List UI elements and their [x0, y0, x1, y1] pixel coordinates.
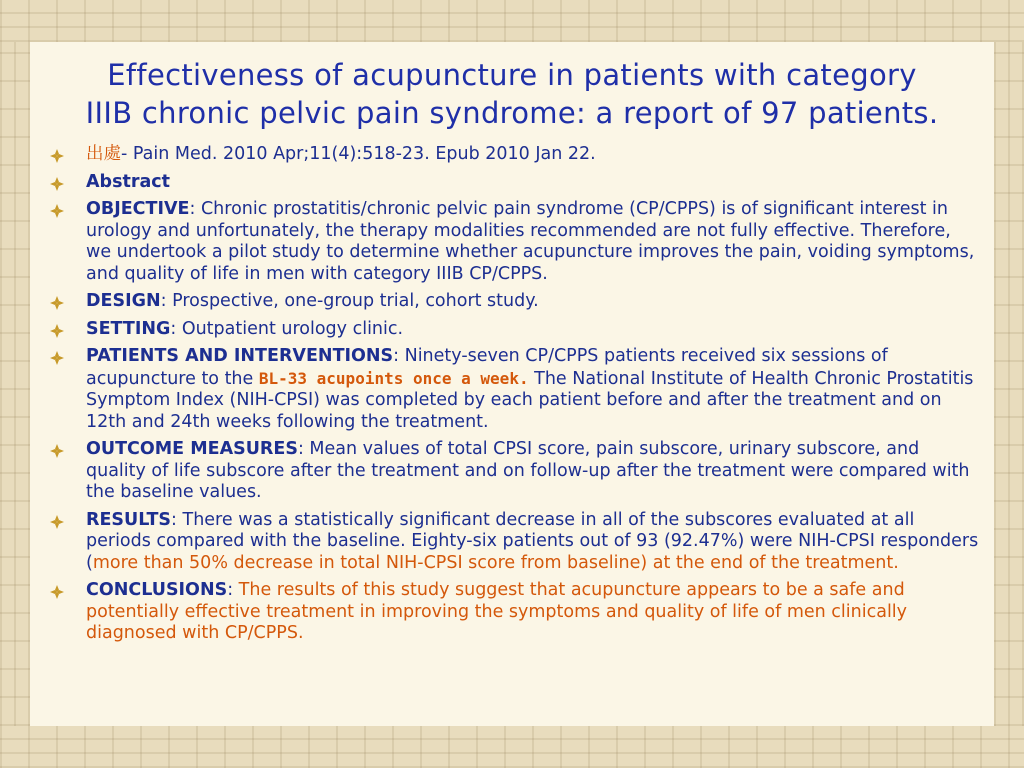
- bullet-objective: [50, 199, 980, 285]
- conclusions-colon: :: [227, 580, 239, 600]
- conclusions-highlight: The results of this study suggest that acupuncture appears to be a safe and potentially effective treatment in improving the symptoms and quality of life of men clinically diagnosed with CP/CPPS.: [86, 580, 908, 643]
- decorative-border-left: [0, 42, 30, 726]
- objective-label: OBJECTIVE: [86, 199, 190, 219]
- source-citation: - Pain Med. 2010 Apr;11(4):518-23. Epub 2010 Jan 22.: [121, 144, 596, 164]
- diamond-bullet-icon: [50, 177, 64, 191]
- bullet-setting: [50, 319, 980, 341]
- conclusions-label: CONCLUSIONS: [86, 580, 228, 600]
- design-text: : Prospective, one-group trial, cohort study.: [160, 291, 539, 311]
- diamond-bullet-icon: [50, 585, 64, 599]
- diamond-bullet-icon: [50, 515, 64, 529]
- title-line-1: Effectiveness of acupuncture in patients with category: [107, 58, 917, 92]
- objective-text: : Chronic prostatitis/chronic pelvic pain syndrome (CP/CPPS) is of significant interest in urology and unfortunately, the therapy modalities recommended are not fully effective. Therefore, we undertook a pilot study to determine whether acupuncture improves the pain, voiding symptoms, and quality of life in men with category IIIB CP/CPPS.: [86, 199, 975, 284]
- bullet-results: [50, 510, 980, 575]
- results-text: : There was a statistically significant decrease in all of the subscores evaluated at all periods compared with the baseline. Eighty-six patients out of 93 (92.47%) were NIH-CPSI responders (: [86, 509, 979, 573]
- slide-title: [30, 56, 994, 132]
- abstract-heading: Abstract: [86, 171, 171, 192]
- bullet-list: [50, 144, 980, 651]
- diamond-bullet-icon: [50, 296, 64, 310]
- acupoints-highlight: BL-33 acupoints once a week.: [258, 368, 529, 388]
- bullet-outcome-measures: [50, 439, 980, 504]
- setting-text: : Outpatient urology clinic.: [170, 318, 404, 339]
- results-label: RESULTS: [86, 509, 172, 530]
- patients-interventions-label: PATIENTS AND INTERVENTIONS: [86, 346, 394, 366]
- outcome-measures-label: OUTCOME MEASURES: [86, 439, 298, 459]
- bullet-conclusions: [50, 580, 980, 645]
- diamond-bullet-icon: [50, 149, 64, 163]
- results-highlight: more than 50% decrease in total NIH-CPSI score from baseline) at the end of the treatment.: [92, 552, 899, 573]
- patients-interventions-text-b: The National Institute of Health Chronic Prostatitis Symptom Index (NIH-CPSI) was completed by each patient before and after the treatment and on 12th and 24th weeks following the treatment.: [86, 368, 974, 432]
- patients-interventions-text-a: : Ninety-seven CP/CPPS patients received six sessions of acupuncture to the: [86, 346, 888, 389]
- bullet-abstract: [50, 172, 980, 194]
- decorative-border-top: [0, 0, 1024, 42]
- diamond-bullet-icon: [50, 351, 64, 365]
- setting-label: SETTING: [86, 318, 171, 339]
- bullet-design: [50, 291, 980, 313]
- outcome-measures-text: : Mean values of total CPSI score, pain subscore, urinary subscore, and quality of life subscore after the treatment and on follow-up after the treatment were compared with the baseline values.: [86, 439, 970, 502]
- design-label: DESIGN: [86, 291, 161, 311]
- decorative-border-bottom: [0, 726, 1024, 768]
- bullet-source: [50, 144, 980, 166]
- diamond-bullet-icon: [50, 204, 64, 218]
- bullet-patients-interventions: [50, 346, 980, 433]
- source-label: 出處: [86, 144, 121, 164]
- title-line-2: IIIB chronic pelvic pain syndrome: a report of 97 patients.: [85, 96, 939, 130]
- diamond-bullet-icon: [50, 324, 64, 338]
- decorative-border-right: [994, 42, 1024, 726]
- diamond-bullet-icon: [50, 444, 64, 458]
